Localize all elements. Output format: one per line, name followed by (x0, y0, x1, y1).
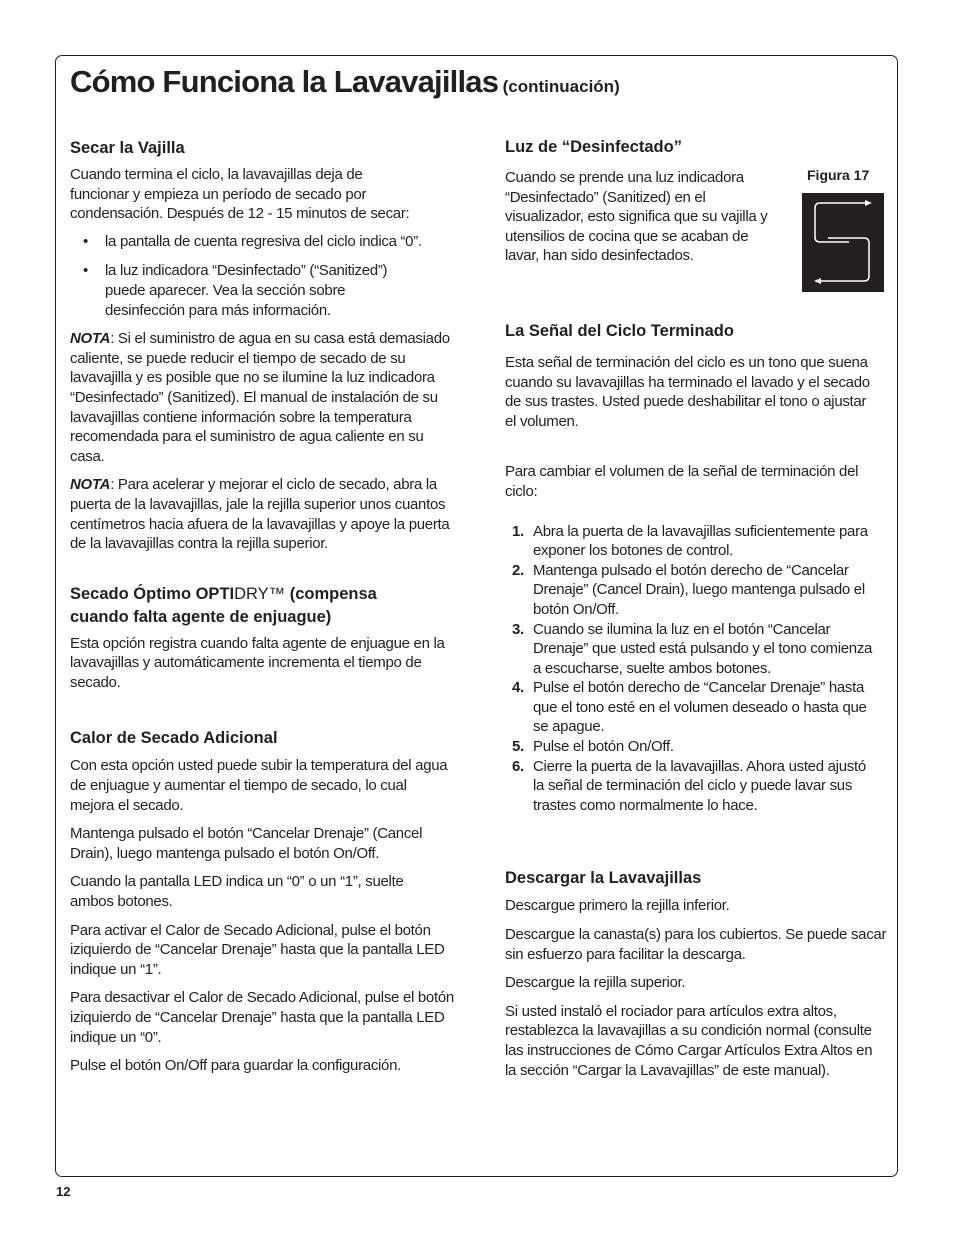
descargar-para: Descargue la rejilla superior. (505, 974, 686, 992)
heading-senal: La Señal del Ciclo Terminado (505, 321, 734, 340)
secar-intro: Cuando termina el ciclo, la lavavajillas deja de funcionar y empieza un período de secado por condensación. Después de 12 - 15 minutos de secar: (70, 166, 410, 223)
calor-para: Para desactivar el Calor de Secado Adicional, pulse el botón iziquierdo de “Cancelar Drenaje” hasta que la pantalla LED indique un “0”. (70, 989, 454, 1046)
bullet-item: • la luz indicadora “Desinfectado” (“Sanitized”) puede aparecer. Vea la sección sobre desinfección para más información. (83, 262, 388, 319)
figure-label: Figura 17 (807, 167, 870, 183)
calor-para: Mantenga pulsado el botón “Cancelar Drenaje” (Cancel Drain), luego mantenga pulsado el botón On/Off. (70, 825, 423, 862)
left-column (70, 137, 460, 1076)
luz-text: Cuando se prende una luz indicadora “Desinfectado” (Sanitized) en el visualizador, esto significa que su vajilla y utensilios de cocina que se acaban de lavar, han sido desinfectados. (505, 169, 768, 265)
senal-intro: Para cambiar el volumen de la señal de terminación del ciclo: (505, 463, 859, 500)
heading-calor: Calor de Secado Adicional (70, 729, 278, 748)
calor-para: Para activar el Calor de Secado Adicional, pulse el botón iziquierdo de “Cancelar Drenaje” hasta que la pantalla LED indique un “1”. (70, 921, 445, 978)
optidry-text: Esta opción registra cuando falta agente de enjuague en la lavavajillas y automáticamente incrementa el tiempo de secado. (70, 634, 445, 691)
page-number: 12 (56, 1184, 71, 1199)
nota-1: NOTA: Si el suministro de agua en su casa está demasiado caliente, se puede reducir el tiempo de secado de su lavavajilla y es posible que no se ilumine la luz indicadora “Desinfectado” (Sanitized). El manual de instalación de su lavavajillas contiene información sobre la temperatura recomendada para el suministro de agua caliente en su casa. (70, 330, 450, 465)
descargar-para: Descargue primero la rejilla inferior. (505, 897, 730, 915)
heading-secar: Secar la Vajilla (70, 139, 185, 157)
page-title: Cómo Funciona la Lavavajillas (continuación) (70, 64, 620, 99)
step-item: 6. Cierre la puerta de la lavavajillas. Ahora usted ajustó la señal de terminación del ciclo y puede lavar sus trastes como normalmente lo hace. (512, 757, 866, 814)
heading-optidry: Secado Óptimo OPTIDRY™ (compensa cuando falta agente de enjuague) (70, 584, 377, 626)
heading-luz: Luz de “Desinfectado” (505, 138, 682, 156)
step-item: 3. Cuando se ilumina la luz en el botón “Cancelar Drenaje” que usted está pulsando y el tono comienza a escucharse, suelte ambos botones. (512, 620, 873, 677)
bullet-item: • la pantalla de cuenta regresiva del ciclo indica “0”. (83, 232, 422, 250)
step-item: 1. Abra la puerta de la lavavajillas suficientemente para exponer los botones de control. (512, 522, 868, 560)
step-item: 2. Mantenga pulsado el botón derecho de “Cancelar Drenaje” (Cancel Drain), luego mantenga pulsado el botón On/Off. (512, 561, 865, 618)
senal-text: Esta señal de terminación del ciclo es un tono que suena cuando su lavavajillas ha terminado el lavado y el secado de sus trastes. Usted puede deshabilitar el tono o ajustar el volumen. (505, 353, 870, 430)
nota-2: NOTA: Para acelerar y mejorar el ciclo de secado, abra la puerta de la lavavajillas, jale la rejilla superior unos cuantos centímetros hacia afuera de la lavavajillas y apoye la puerta de la lavavajillas contra la rejilla superior. (70, 476, 450, 553)
calor-para: Cuando la pantalla LED indica un “0” o un “1”, suelte ambos botones. (70, 873, 404, 911)
figure-17-s-path-icon (802, 193, 884, 292)
steps-list (505, 522, 875, 816)
descargar-para: Si usted instaló el rociador para artículos extra altos, restablezca la lavavajillas a su condición normal (consulte las instrucciones de Cómo Cargar Artículos Extra Altos en la sección “Cargar la Lavavajillas” de este manual). (505, 1002, 873, 1079)
calor-para: Con esta opción usted puede subir la temperatura del agua de enjuague y aumentar el tiempo de secado, lo cual mejora el secado. (70, 757, 448, 814)
step-item: 5. Pulse el botón On/Off. (512, 738, 674, 756)
heading-descargar: Descargar la Lavavajillas (505, 869, 702, 888)
step-item: 4. Pulse el botón derecho de “Cancelar Drenaje” hasta que el tono esté en el volumen deseado o hasta que se apague. (512, 679, 867, 736)
descargar-para: Descargue la canasta(s) para los cubiertos. Se puede sacar sin esfuerzo para facilitar la descarga. (505, 926, 887, 963)
calor-para: Pulse el botón On/Off para guardar la configuración. (70, 1057, 402, 1075)
